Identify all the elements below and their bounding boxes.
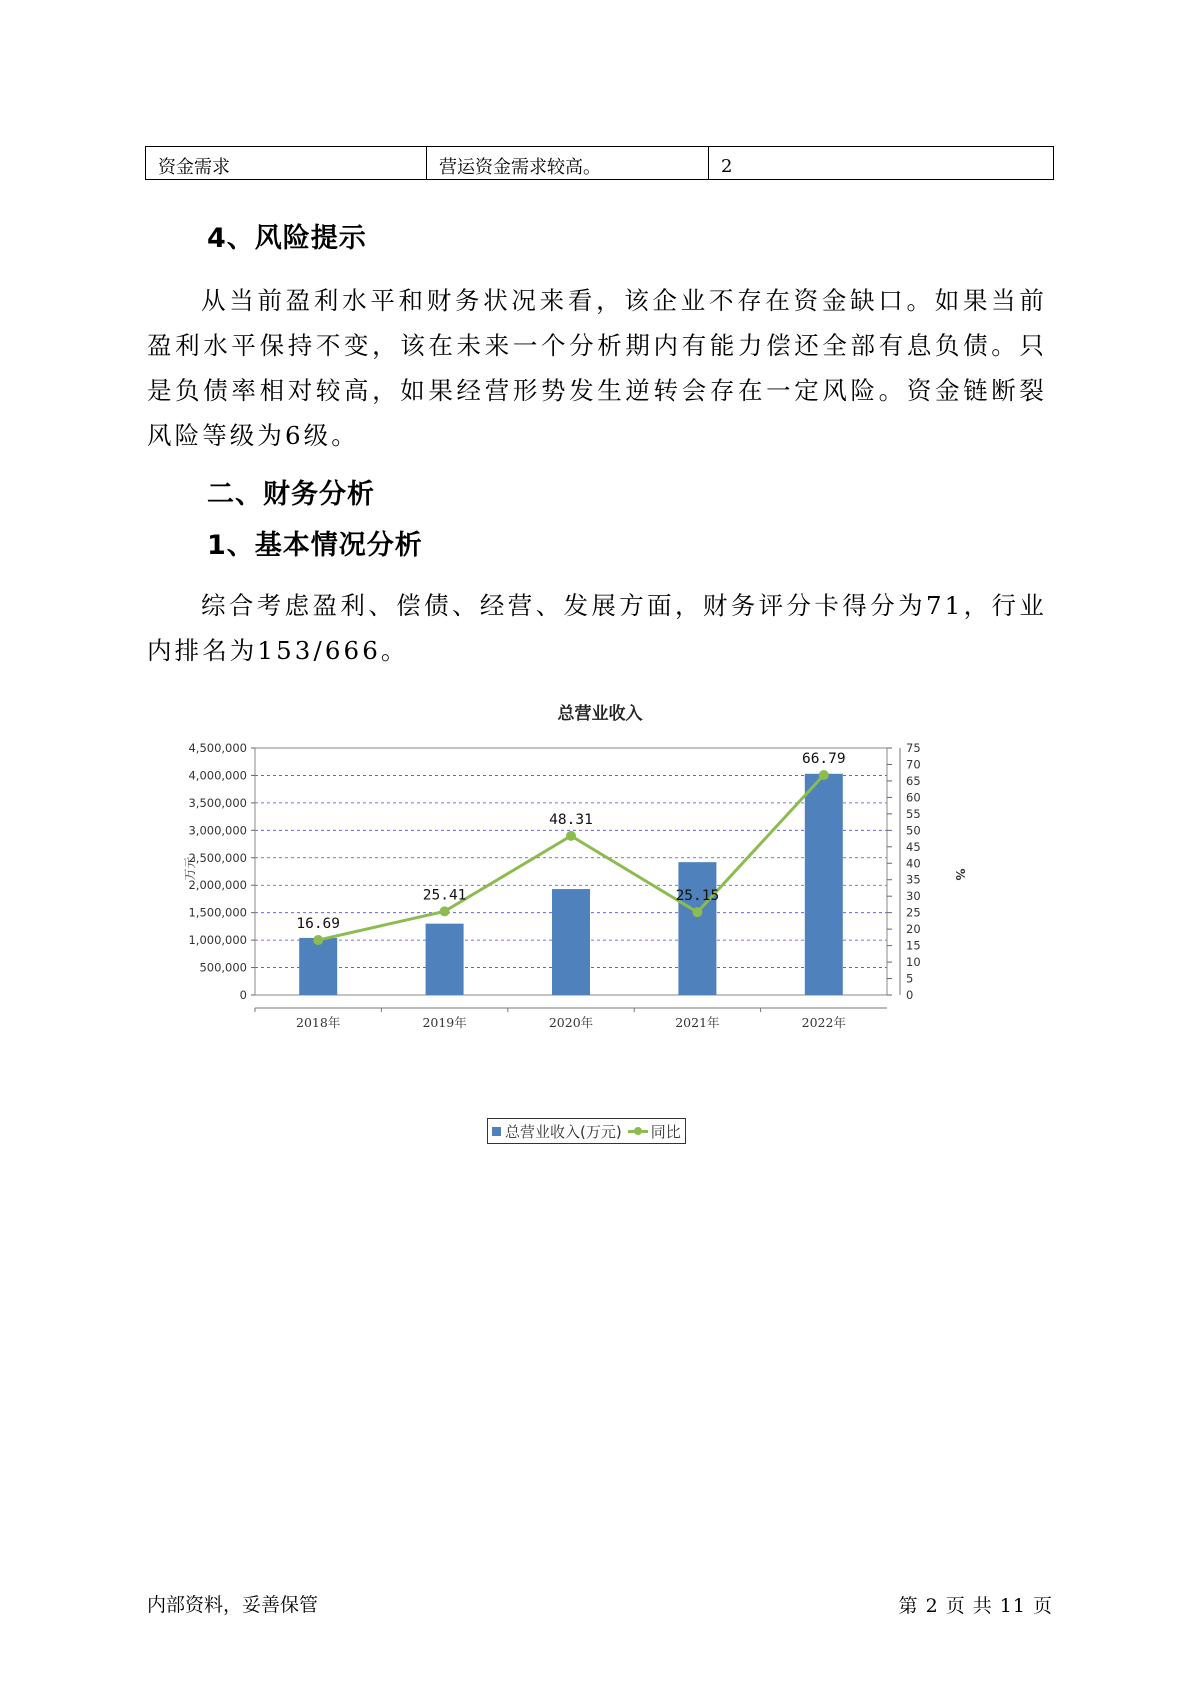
y2-tick-label: 40 (906, 856, 921, 871)
y-tick-label: 500,000 (199, 960, 247, 975)
y2-tick-label: 10 (906, 955, 921, 970)
table-cell: 2 (709, 147, 1054, 180)
section-heading-basic: 1、基本情况分析 (207, 530, 423, 561)
y2-tick-label: 20 (906, 922, 921, 937)
y2-tick-label: 0 (906, 988, 914, 1002)
yoy-point (440, 906, 450, 916)
y2-tick-label: 70 (906, 757, 921, 772)
y-tick-label: 1,500,000 (188, 905, 247, 920)
revenue-bar (805, 774, 843, 995)
legend-label-yoy: 同比 (650, 1122, 681, 1141)
y2-tick-label: 5 (906, 971, 914, 986)
yoy-point (313, 935, 323, 945)
section-heading-risk: 4、风险提示 (207, 223, 367, 254)
table-row (146, 147, 1054, 180)
x-tick-label: 2021年 (675, 1015, 720, 1030)
risk-paragraph: 从当前盈利水平和财务状况来看，该企业不存在资金缺口。如果当前盈利水平保持不变，该在未来一个分析期内有能力偿还全部有息负债。只是负债率相对较高，如果经营形势发生逆转会存在一定风险。资金链断裂风险等级为6级。 (147, 286, 1047, 450)
x-tick-label: 2020年 (548, 1015, 594, 1030)
legend-swatch-line (628, 1130, 648, 1133)
y2-tick-label: 50 (906, 823, 921, 838)
legend-swatch-bar (492, 1127, 501, 1136)
x-tick-label: 2019年 (422, 1015, 467, 1030)
yoy-data-label: 25.41 (422, 887, 467, 904)
yoy-data-label: 48.31 (549, 811, 593, 828)
y-tick-label: 2,500,000 (188, 850, 247, 865)
y-axis-label: 万元 (183, 856, 197, 881)
y-tick-label: 3,000,000 (188, 823, 247, 838)
y2-tick-label: 75 (906, 741, 921, 755)
y-tick-label: 0 (239, 988, 247, 1002)
basic-paragraph: 综合考虑盈利、偿债、经营、发展方面，财务评分卡得分为71，行业内排名为153/666。 (147, 591, 1047, 665)
y2-tick-label: 65 (906, 773, 921, 788)
section-heading-financial: 二、财务分析 (207, 479, 375, 510)
risk-table (145, 146, 1054, 180)
y2-tick-label: 35 (906, 872, 921, 887)
y2-tick-label: 55 (906, 806, 921, 821)
y-tick-label: 1,000,000 (188, 933, 247, 948)
y-tick-label: 4,000,000 (188, 768, 247, 783)
yoy-data-label: 25.15 (675, 888, 720, 905)
table-cell: 营运资金需求较高。 (427, 147, 709, 180)
yoy-point (692, 907, 702, 917)
y2-tick-label: 60 (906, 790, 921, 805)
x-tick-label: 2022年 (801, 1015, 846, 1030)
y2-tick-label: 45 (906, 839, 921, 854)
y-tick-label: 3,500,000 (188, 795, 247, 810)
yoy-data-label: 66.79 (801, 751, 846, 768)
footer-note: 内部资料，妥善保管 (147, 1594, 319, 1616)
y2-tick-label: 15 (906, 938, 921, 953)
revenue-bar (678, 862, 716, 995)
y2-tick-label: 25 (906, 905, 921, 920)
y-tick-label: 4,500,000 (188, 741, 247, 755)
revenue-bar (552, 889, 590, 995)
revenue-chart (180, 690, 1020, 1160)
chart-title: 总营业收入 (557, 704, 643, 724)
legend-label-revenue: 总营业收入(万元) (505, 1122, 622, 1141)
revenue-bar (426, 924, 464, 995)
chart-legend (487, 1118, 686, 1144)
yoy-point (819, 770, 829, 780)
yoy-data-label: 16.69 (296, 916, 341, 933)
table-cell: 资金需求 (146, 147, 427, 180)
revenue-bar (299, 938, 337, 995)
y-tick-label: 2,000,000 (188, 878, 247, 893)
x-tick-label: 2018年 (296, 1015, 341, 1030)
y2-tick-label: 30 (906, 889, 921, 904)
y2-axis-label: % (953, 868, 967, 881)
yoy-point (566, 831, 576, 841)
page-number: 第 2 页 共 11 页 (898, 1595, 1053, 1617)
